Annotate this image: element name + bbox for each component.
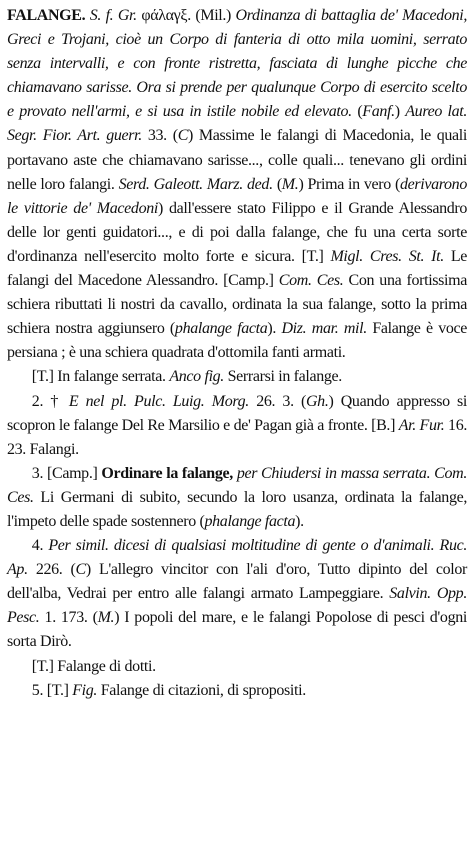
text-run: 1. 173. ( [39,609,98,627]
italic-text-run: Per simil. dicesi di qualsiasi moltitudine di gente o d'animali. Ruc. Ap. [7,537,467,579]
text-run: Le falangi del Macedone Alessandro. [Camp.] [7,247,468,290]
entry-subsense-serrata [7,365,467,389]
text-run: [T.] Falange di dotti. [31,657,156,675]
italic-text-run: Fanf. [362,103,395,121]
text-run: 226. ( [27,561,76,579]
italic-text-run: Aureo lat. Segr. Fior. Art. guerr. [7,103,467,145]
italic-text-run: M. [281,175,299,193]
text-run: ) Massime le falangi di Macedonia, le quali portavano aste che chiamavano sarisse..., colle quali... tenevano gli ordini nelle loro falangi. [7,127,467,193]
italic-text-run: C [75,561,86,579]
italic-text-run: phalange facta [174,320,268,338]
text-run: ( [272,175,282,193]
entry-subsense-dotti [7,655,467,679]
italic-text-run: M. [97,609,115,627]
entry-sense-3 [7,462,467,534]
text-run: 5. [T.] [31,681,73,699]
text-run: Li Germani di subito, secundo la loro usanza, ordinata la falange, l'impeto delle spade sostennero ( [7,488,467,530]
text-run: 2. † [31,392,69,410]
text-run: ). [295,512,304,530]
text-run: 33. ( [141,127,178,145]
italic-text-run: C [177,127,189,145]
italic-text-run: E nel pl. Pulc. Luig. Morg. [68,392,249,410]
text-run: ) Quando appresso si scopron le falange Del Re Marsilio e de' Pagan già a fronte. [B.] [7,392,467,434]
italic-text-run: Gh. [305,392,329,410]
italic-text-run: Fig. [72,681,98,699]
italic-text-run: S. f. Gr. [89,7,137,24]
italic-text-run: Serd. Galeott. Marz. ded. [118,175,273,193]
text-run: ). [267,320,282,338]
text-run: 3. [Camp.] [31,464,102,482]
italic-text-run: per Chiudersi in massa serrata. Com. Ces. [7,464,467,506]
text-run: Con una fortissima schiera ributtati li nostri da cavallo, ordinata la sua falange, sotto la prima schiera nostra aggiunsero ( [7,272,467,338]
italic-text-run: phalange facta [204,512,296,530]
text-run: Serrarsi in falange. [223,368,342,386]
text-run: [T.] In falange serrata. [31,368,170,386]
text-run: 16. 23. Falangi. [7,416,467,458]
entry-sense-4 [7,534,467,654]
text-run: φάλαγξ. (Mil.) [136,7,236,24]
italic-text-run: Ar. Fur. [398,416,445,434]
italic-text-run: derivarono le vittorie de' Macedoni [7,175,467,217]
entry-sense-2 [7,390,467,462]
italic-text-run: Com. Ces. [278,272,344,290]
text-run: ) dall'essere stato Filippo e il Grande Alessandro delle lor genti guidatori..., e di poi dalla falange, che fu una certa sorte d'ordinanza nell'esercito molto forte e sicura. [T.] [7,199,467,265]
entry-definition [7,4,467,365]
italic-text-run: Anco fig. [169,368,224,386]
text-run: 4. [31,537,49,555]
italic-text-run: Salvin. Opp. Pesc. [7,585,467,627]
text-run: ) I popoli del mare, e le falangi Popolose di pesci d'ogni sorta Dirò. [7,609,467,651]
bold-text-run: FALANGE. [7,7,86,24]
text-run: ) [394,103,406,121]
italic-text-run: Ordinanza di battaglia de' Macedoni, Greci e Trojani, cioè un Corpo di fanteria di otto mila uomini, serrato senza intervalli, e con fronte ristretta, fasciata di lunghe picche che chiamavano sarisse. Ora si prende per qualunque Corpo di esercito scelto e provato nell'armi, e si usa in istile nobile ed elevato. [7,7,467,121]
text-run: 26. 3. ( [248,392,306,410]
text-run: Falange di citazioni, di spropositi. [97,681,306,699]
text-run: Falange è voce persiana ; è una schiera quadrata d'ottomila fanti armati. [7,320,468,362]
italic-text-run: Diz. mar. mil. [281,320,367,338]
text-run: ) Prima in vero ( [298,175,400,193]
italic-text-run: Migl. Cres. St. It. [330,247,444,265]
text-run: ( [351,103,363,121]
entry-sense-5 [7,679,467,703]
bold-text-run: Ordinare la falange, [101,464,233,482]
text-run: ) L'allegro vincitor con l'ali d'oro, Tutto dipinto del color dell'alba, Vedrai per entro alle falangi armato Lampeggiare. [7,561,467,603]
